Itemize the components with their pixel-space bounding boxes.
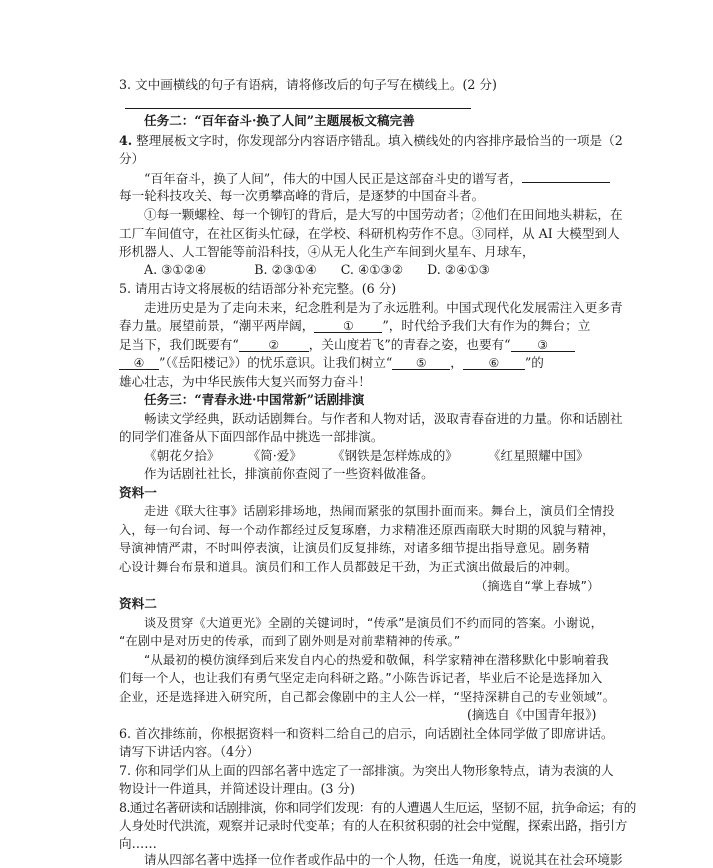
material-2-title: 资料二 bbox=[119, 596, 157, 611]
material-1-line-2: 入，每一句台词、每一个动作都经过反复琢磨，力求精准还原西南联大时期的风貌与精神， bbox=[119, 523, 615, 537]
material-1-line-3: 导演神情严肃，不时叫停表演，让演员们反复排练，对诸多细节提出指导意见。剧务精 bbox=[119, 541, 590, 555]
material-1-line-1: 走进《联大往事》话剧彩排场地，热闹而紧张的氛围扑面而来。舞台上，演员们全情投 bbox=[144, 504, 615, 518]
material-1-source: （摘选自“掌上春城”） bbox=[475, 579, 600, 593]
material-2-line-3: “从最初的模仿演绎到后来发自内心的热爱和敬佩，科学家精神在潜移默化中影响着我 bbox=[144, 653, 609, 667]
question-8-line-1: 8.通过名著研读和话剧排演，你和同学们发现：有的人遭遇人生厄运，坚韧不屈，抗争命运；有的 bbox=[119, 800, 636, 815]
material-1-title: 资料一 bbox=[119, 485, 157, 500]
blank-4[interactable]: ④ bbox=[119, 357, 159, 370]
option-c[interactable]: C. ④①③② bbox=[340, 262, 404, 277]
blank-1[interactable]: ① bbox=[314, 320, 382, 333]
question-8-line-2: 人身处时代洪流，观察并记录时代变革；有的人在积贫积弱的社会中觉醒，探索出路，指引方 bbox=[119, 818, 628, 833]
question-4-passage-line-3: ①每一颗螺栓、每一个铆钉的背后，是大写的中国劳动者；②他们在田间地头耕耘，在 bbox=[144, 207, 623, 222]
question-7-line-2: 物设计一件道具，并简述设计理由。(3 分) bbox=[119, 781, 355, 796]
task-3-title: 任务三：“青春永进·中国常新”话剧排演 bbox=[144, 392, 365, 407]
material-2-line-2: “在剧中是对历史的传承，而到了剧外则是对前辈精神的传承。” bbox=[119, 634, 461, 648]
blank-2[interactable]: ② bbox=[239, 339, 309, 352]
question-6-line-2: 请写下讲话内容。（4分） bbox=[119, 744, 260, 759]
material-2-line-4: 们每一个人，也让我们有勇气坚定走向科研之路。”小陈告诉记者，毕业后不论是选择加入 bbox=[119, 671, 603, 685]
option-d[interactable]: D. ②④①③ bbox=[427, 262, 490, 277]
question-4-passage-line-1: “百年奋斗，换了人间”，伟大的中国人民正是这部奋斗史的谱写者， bbox=[144, 170, 610, 187]
task-3-intro-line-1: 畅读文学经典，跃动话剧舞台。与作者和人物对话，汲取青春奋进的力量。你和话剧社 bbox=[144, 411, 623, 426]
question-3: 3. 文中画横线的句子有语病，请将修改后的句子写在横线上。(2 分) bbox=[119, 77, 497, 92]
question-5-line-6: 雄心壮志，为中华民族伟大复兴而努力奋斗！ bbox=[119, 374, 371, 389]
question-4-passage-line-2: 每一轮科技攻关、每一次勇攀高峰的背后，是逐梦的中国奋斗者。 bbox=[119, 188, 485, 203]
works-list bbox=[144, 448, 589, 464]
material-1-line-4: 心设计舞台布景和道具。演员们和工作人员都鼓足干劲，为正式演出做最后的冲刺。 bbox=[119, 560, 578, 574]
work-item: 《朝花夕拾》 bbox=[144, 448, 220, 463]
task-2-title: 任务二：“百年奋斗·换了人间”主题展板文稿完善 bbox=[144, 113, 415, 128]
blank-3[interactable]: ③ bbox=[511, 339, 575, 352]
material-2-line-1: 谈及贯穿《大道更光》全剧的关键词时，“传承”是演员们不约而同的答案。小谢说， bbox=[144, 616, 603, 630]
answer-blank-q4[interactable] bbox=[522, 170, 610, 183]
task-3-intro-line-2: 的同学们准备从下面四部作品中挑选一部排演。 bbox=[119, 429, 384, 444]
question-5-line-3: 春力量。展望前景，“潮平两岸阔， ① ”，时代给予我们大有作为的舞台；立 bbox=[119, 318, 591, 333]
question-8-line-3: 向…… bbox=[119, 836, 157, 851]
question-5-line-4: 足当下，我们既要有“ ② ，关山度若飞”的青春之姿，也要有“ ③ bbox=[119, 337, 575, 353]
option-b[interactable]: B. ②③①④ bbox=[254, 262, 317, 277]
option-a[interactable]: A. ③①②④ bbox=[144, 262, 207, 277]
question-4-line-2: 分） bbox=[119, 151, 145, 166]
material-2-source: (摘选自《中国青年报》) bbox=[467, 707, 597, 722]
question-6-line-1: 6. 首次排练前，你根据资料一和资料二给自己的启示，向话剧社全体同学做了即席讲话。 bbox=[119, 726, 614, 741]
question-4-passage-line-5: 形机器人、人工智能等前沿科技，④从无人化生产车间到火星车、月球车， bbox=[119, 244, 535, 259]
work-item: 《红星照耀中国》 bbox=[487, 448, 589, 463]
material-2-line-5: 企业，还是选择进入研究所，自己都会像剧中的主人公一样，“坚持深耕自己的专业领域”。 bbox=[119, 690, 616, 704]
answer-line-q3 bbox=[125, 108, 471, 109]
task-3-intro-line-3: 作为话剧社社长，排演前你查阅了一些资料做准备。 bbox=[144, 466, 434, 481]
question-4-options bbox=[144, 262, 490, 278]
work-item: 《简·爱》 bbox=[247, 448, 302, 463]
question-7-line-1: 7. 你和同学们从上面的四部名著中选定了一部排演。为突出人物形象特点，请为表演的人 bbox=[119, 763, 614, 778]
blank-6[interactable]: ⑥ bbox=[463, 357, 525, 370]
question-4-line-1: 4. 整理展板文字时，你发现部分内容语序错乱。填入横线处的内容排序最恰当的一项是（2 bbox=[119, 133, 623, 148]
question-5-line-1: 5. 请用古诗文将展板的结语部分补充完整。(6 分) bbox=[119, 281, 397, 296]
work-item: 《钢铁是怎样炼成的》 bbox=[331, 448, 458, 463]
blank-5[interactable]: ⑤ bbox=[392, 357, 450, 370]
question-5-line-5: ④ ”（《岳阳楼记》）的忧乐意识。让我们树立“ ⑤ ， ⑥ ”的 bbox=[119, 355, 544, 371]
question-4-passage-line-4: 工厂车间值守，在社区街头忙碌，在学校、科研机构劳作不息。③同样，从 AI 大模型到人 bbox=[119, 226, 620, 241]
question-5-line-2: 走进历史是为了走向未来，纪念胜利是为了永远胜利。中国式现代化发展需注入更多青 bbox=[144, 300, 623, 315]
question-8-line-4: 请从四部名著中选择一位作者或作品中的一个人物，任选一角度，说说其在社会环境影 bbox=[144, 852, 623, 867]
